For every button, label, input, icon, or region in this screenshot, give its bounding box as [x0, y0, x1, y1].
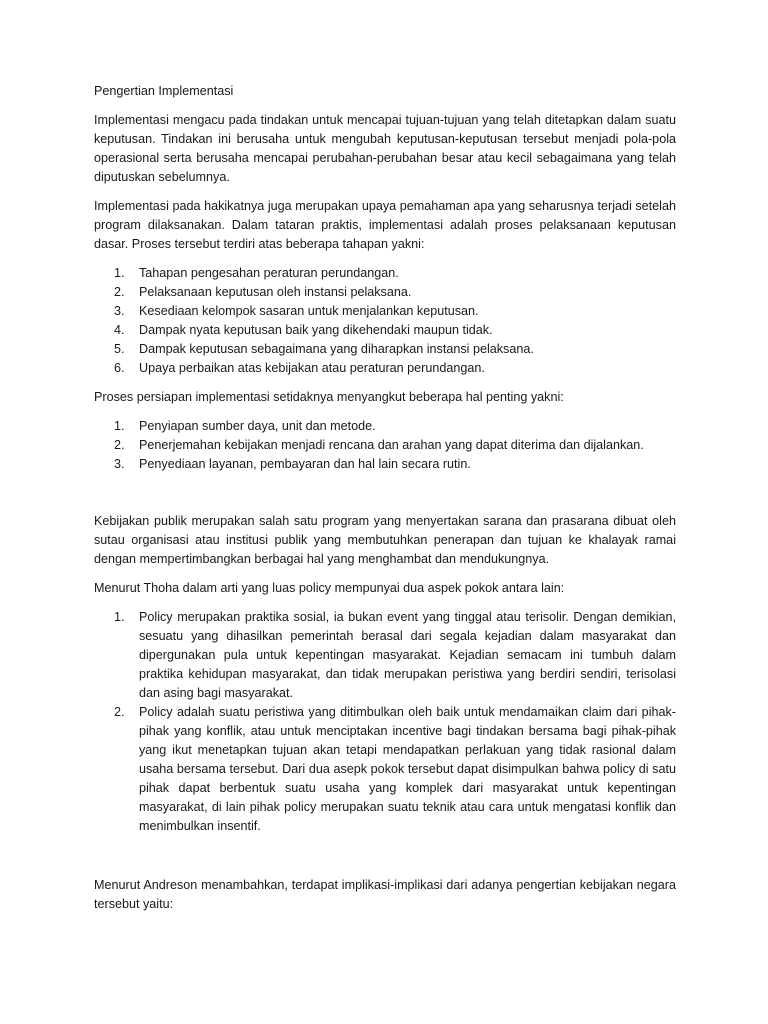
list-text: Policy adalah suatu peristiwa yang ditimbulkan oleh baik untuk mendamaikan claim dari pihak-pihak yang konflik, atau untuk menciptakan incentive bagi tindakan bersama bagi pihak-pihak yang ikut menetapkan tujuan akan tetapi mendapatkan perlakuan yang tidak rasional dalam usaha bersama tersebut. Dari dua asepk pokok tersebut dapat disimpulkan bahwa policy di satu pihak dapat berbentuk suatu usaha yang komplek dari masyarakat untuk kepentingan masyarakat, di lain pihak policy merupakan suatu teknik atau cara untuk mengatasi konflik dan menimbulkan insentif.: [139, 705, 676, 833]
list-number: 2.: [114, 438, 125, 452]
list-number: 1.: [114, 610, 125, 624]
list-text: Dampak nyata keputusan baik yang dikehendaki maupun tidak.: [139, 323, 493, 337]
list-item: [94, 359, 676, 378]
list-item: [94, 455, 676, 474]
list-item: [94, 321, 676, 340]
list-text: Penyediaan layanan, pembayaran dan hal lain secara rutin.: [139, 457, 471, 471]
list-text: Upaya perbaikan atas kebijakan atau peraturan perundangan.: [139, 361, 485, 375]
list-item: [94, 340, 676, 359]
list-number: 3.: [114, 457, 125, 471]
paragraph-preparation: Proses persiapan implementasi setidaknya menyangkut beberapa hal penting yakni:: [94, 390, 564, 404]
spacer: [94, 846, 676, 876]
list-number: 2.: [114, 285, 125, 299]
list-implementation-stages: [94, 264, 676, 378]
list-text: Tahapan pengesahan peraturan perundangan.: [139, 266, 399, 280]
paragraph-implementation-definition: Implementasi mengacu pada tindakan untuk mencapai tujuan-tujuan yang telah ditetapkan dalam suatu keputusan. Tindakan ini berusaha untuk mengubah keputusan-keputusan tersebut menjadi pola-pola operasional serta berusaha mencapai perubahan-perubahan besar atau kecil sebagaimana yang telah diputuskan sebelumnya.: [94, 113, 676, 184]
list-item: [94, 703, 676, 836]
list-number: 4.: [114, 323, 125, 337]
list-number: 1.: [114, 266, 125, 280]
list-text: Pelaksanaan keputusan oleh instansi pelaksana.: [139, 285, 412, 299]
page-title: Pengertian Implementasi: [94, 84, 234, 98]
list-number: 6.: [114, 361, 125, 375]
list-item: [94, 264, 676, 283]
spacer: [94, 484, 676, 512]
list-item: [94, 436, 676, 455]
list-number: 5.: [114, 342, 125, 356]
list-text: Penerjemahan kebijakan menjadi rencana dan arahan yang dapat diterima dan dijalankan.: [139, 438, 644, 452]
list-text: Penyiapan sumber daya, unit dan metode.: [139, 419, 376, 433]
paragraph-implementation-nature: Implementasi pada hakikatnya juga merupakan upaya pemahaman apa yang seharusnya terjadi setelah program dilaksanakan. Dalam tataran praktis, implementasi adalah proses pelaksanaan keputusan dasar. Proses tersebut terdiri atas beberapa tahapan yakni:: [94, 199, 676, 251]
paragraph-thoha: Menurut Thoha dalam arti yang luas policy mempunyai dua aspek pokok antara lain:: [94, 581, 565, 595]
list-preparation-items: [94, 417, 676, 474]
list-text: Kesediaan kelompok sasaran untuk menjalankan keputusan.: [139, 304, 479, 318]
list-item: [94, 417, 676, 436]
list-text: Policy merupakan praktika sosial, ia bukan event yang tinggal atau terisolir. Dengan demikian, sesuatu yang dihasilkan pemerintah berasal dari segala kejadian dalam masyarakat dan dipergunakan pula untuk kepentingan masyarakat. Kejadian semacam ini tumbuh dalam praktika kehidupan masyarakat, dan tidak merupakan peristiwa yang berdiri sendiri, terisolasi dan asing bagi masyarakat.: [139, 610, 676, 700]
list-policy-aspects: [94, 608, 676, 836]
paragraph-public-policy: Kebijakan publik merupakan salah satu program yang menyertakan sarana dan prasarana dibuat oleh sutau organisasi atau institusi publik yang membutuhkan penerapan dan tujuan ke khalayak ramai dengan mempertimbangkan berbagai hal yang menghambat dan mendukungnya.: [94, 514, 676, 566]
list-number: 3.: [114, 304, 125, 318]
list-number: 1.: [114, 419, 125, 433]
list-item: [94, 283, 676, 302]
list-text: Dampak keputusan sebagaimana yang diharapkan instansi pelaksana.: [139, 342, 534, 356]
list-item: [94, 302, 676, 321]
paragraph-andreson: Menurut Andreson menambahkan, terdapat implikasi-implikasi dari adanya pengertian kebijakan negara tersebut yaitu:: [94, 878, 676, 911]
list-number: 2.: [114, 705, 125, 719]
list-item: [94, 608, 676, 703]
